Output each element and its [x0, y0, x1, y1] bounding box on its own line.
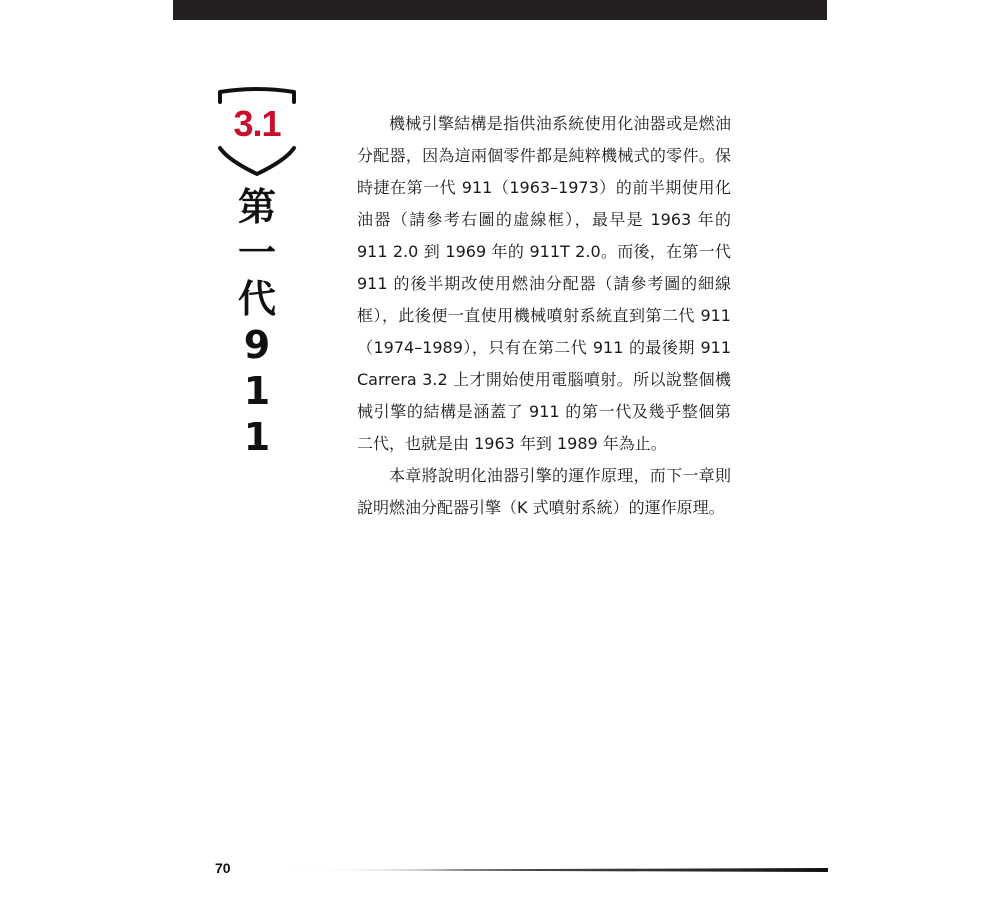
- chapter-title-char: 一: [237, 231, 276, 275]
- footer-rule: [268, 867, 828, 873]
- chapter-title: [222, 184, 292, 460]
- body-paragraph: 本章將說明化油器引擎的運作原理，而下一章則說明燃油分配器引擎（K 式噴射系統）的運作原理。: [357, 466, 731, 517]
- chapter-title-char: 代: [237, 277, 276, 321]
- body-paragraph: 機械引擎結構是指供油系統使用化油器或是燃油分配器，因為這兩個零件都是純粹機械式的零件。保時捷在第一代 911（1963–1973）的前半期使用化油器（請參考右圖的虛線框），最早是 1963 年的 911 2.0 到 1969 年的 911T 2.0。而後，在第一代 911 的後半期改使用燃油分配器（請參考圖的細線框），此後便一直使用機械噴射系統直到第二代 911（1974–1989），只有在第二代 911 的最後期 911 Carrera 3.2 上才開始使用電腦噴射。所以說整個機械引擎的結構是涵蓋了 911 的第一代及幾乎整個第二代，也就是由 1963 年到 1989 年為止。: [357, 114, 731, 453]
- chapter-title-char: 1: [243, 415, 271, 459]
- chapter-title-char: 9: [243, 323, 271, 367]
- page-number: 70: [215, 860, 231, 876]
- chapter-title-char: 第: [237, 185, 276, 229]
- body-text: [357, 108, 731, 524]
- section-number: 3.1: [233, 103, 281, 144]
- top-header-bar: [173, 0, 827, 20]
- chapter-title-char: 1: [243, 369, 271, 413]
